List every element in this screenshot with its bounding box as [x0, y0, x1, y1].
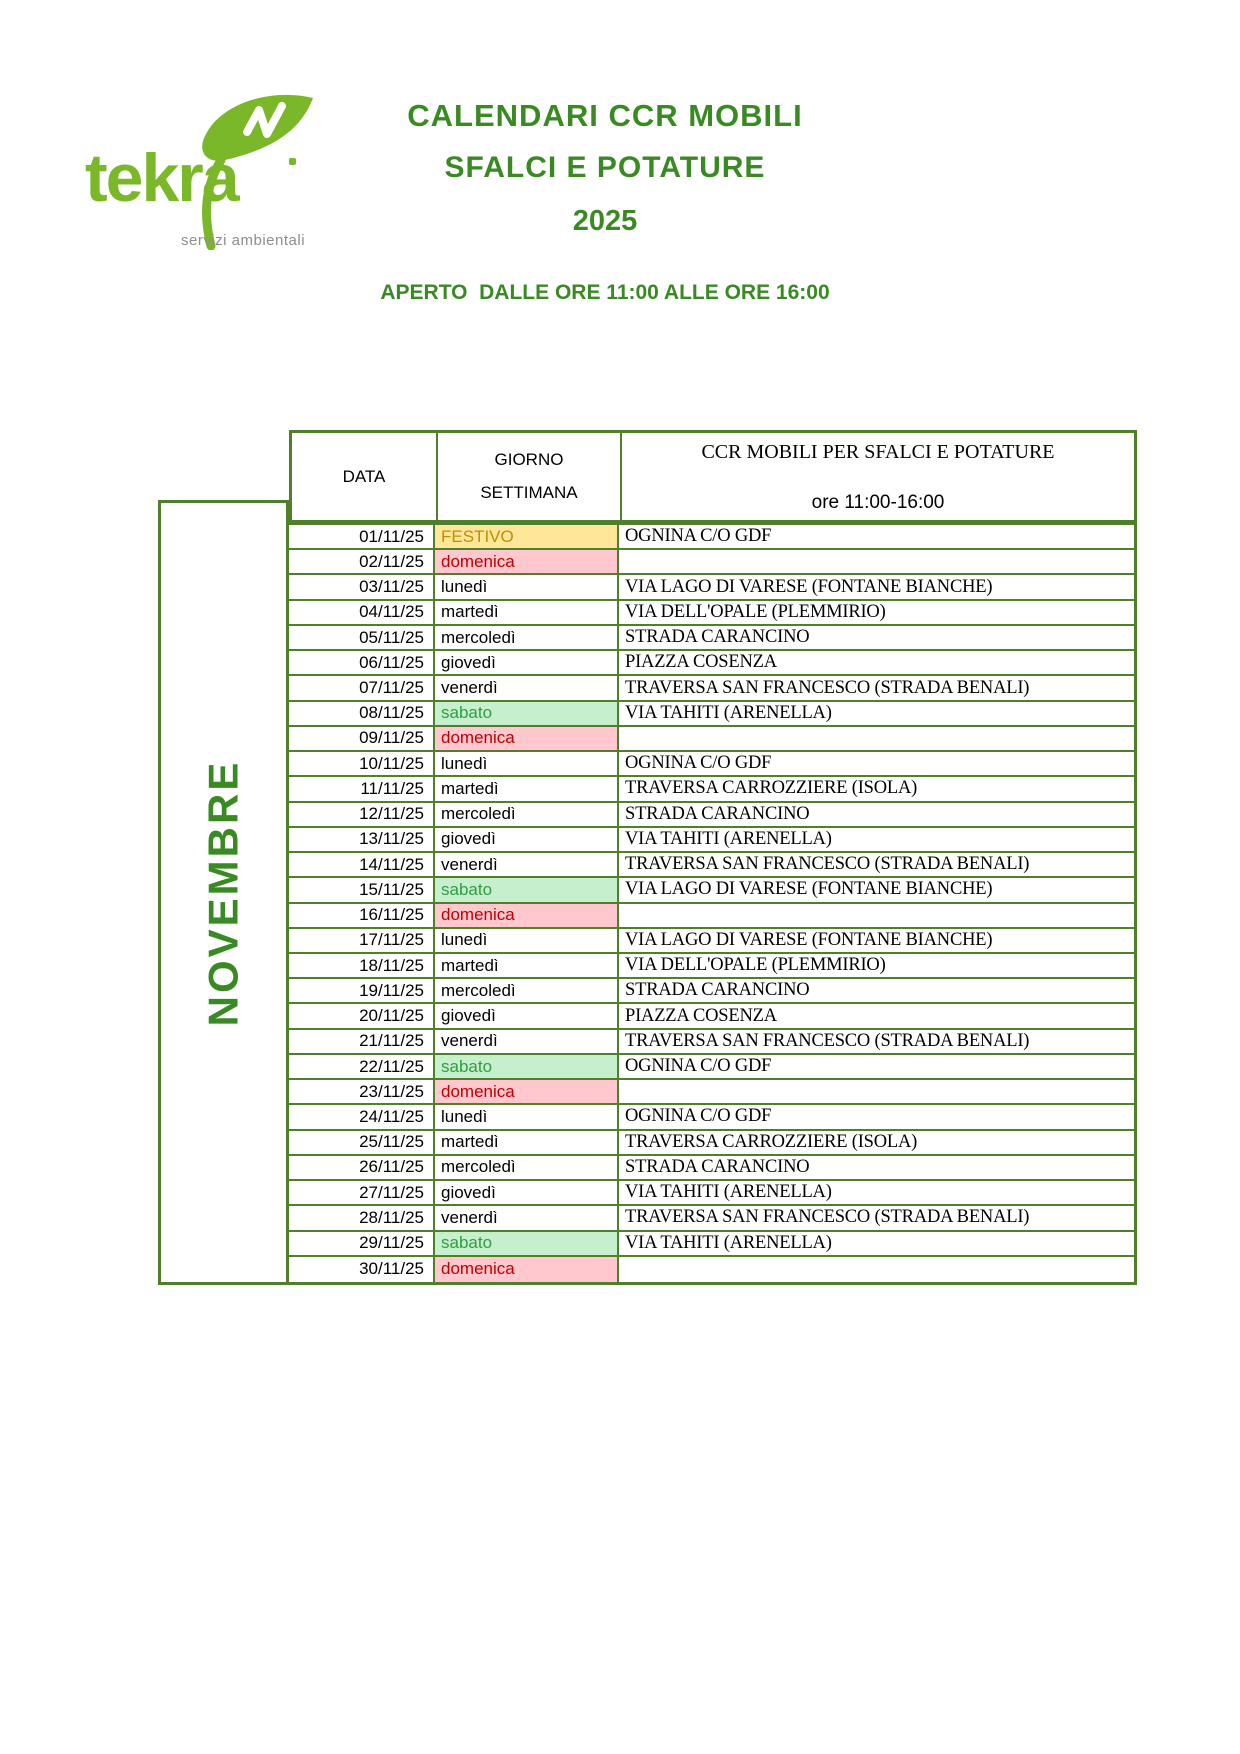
date-cell: 03/11/25: [289, 575, 435, 598]
table-row: [289, 651, 1134, 676]
table-row: [289, 676, 1134, 701]
title-block: [320, 98, 890, 305]
opening-hours: APERTO DALLE ORE 11:00 ALLE ORE 16:00: [380, 281, 830, 304]
day-cell: venerdì: [435, 1030, 619, 1053]
location-cell: OGNINA C/O GDF: [625, 753, 772, 774]
date-cell: 19/11/25: [289, 979, 435, 1002]
location-cell: [619, 1080, 1134, 1103]
date-cell: 17/11/25: [289, 929, 435, 952]
date-cell: 04/11/25: [289, 601, 435, 624]
rows-container: [289, 525, 1137, 1285]
table-row: [289, 702, 1134, 727]
date-cell: 22/11/25: [289, 1055, 435, 1078]
day-cell: lunedì: [435, 929, 619, 952]
page-title-line1: CALENDARI CCR MOBILI: [407, 98, 803, 133]
day-cell: domenica: [435, 727, 619, 750]
table-row: [289, 550, 1134, 575]
location-cell: VIA TAHITI (ARENELLA): [625, 702, 832, 723]
location-cell: VIA DELL'OPALE (PLEMMIRIO): [625, 955, 886, 976]
day-cell: sabato: [435, 1055, 619, 1078]
table-row: [289, 954, 1134, 979]
table-row: [289, 752, 1134, 777]
day-cell: sabato: [435, 702, 619, 725]
month-label: NOVEMBRE: [199, 759, 247, 1026]
tekra-logo: [85, 92, 325, 257]
table-row: [289, 777, 1134, 802]
location-cell: TRAVERSA SAN FRANCESCO (STRADA BENALI): [625, 1030, 1030, 1051]
day-cell: mercoledì: [435, 1156, 619, 1179]
day-cell: FESTIVO: [435, 525, 619, 548]
location-cell: STRADA CARANCINO: [625, 980, 810, 1001]
table-row: [289, 1257, 1134, 1282]
day-cell: martedì: [435, 601, 619, 624]
table-row: [289, 1004, 1134, 1029]
date-cell: 12/11/25: [289, 803, 435, 826]
date-cell: 20/11/25: [289, 1004, 435, 1027]
location-cell: [619, 550, 1134, 573]
day-cell: venerdì: [435, 1206, 619, 1229]
table-row: [289, 575, 1134, 600]
header-ccr: [622, 433, 1134, 520]
day-cell: domenica: [435, 1080, 619, 1103]
date-cell: 27/11/25: [289, 1181, 435, 1204]
header-data: DATA: [292, 433, 438, 520]
date-cell: 28/11/25: [289, 1206, 435, 1229]
table-row: [289, 1232, 1134, 1257]
date-cell: 11/11/25: [289, 777, 435, 800]
day-cell: martedì: [435, 954, 619, 977]
day-cell: lunedì: [435, 1105, 619, 1128]
day-cell: domenica: [435, 904, 619, 927]
brand-text: tekra: [85, 140, 238, 216]
location-cell: VIA TAHITI (ARENELLA): [625, 828, 832, 849]
day-cell: giovedì: [435, 651, 619, 674]
table-row: [289, 525, 1134, 550]
date-cell: 16/11/25: [289, 904, 435, 927]
day-cell: giovedì: [435, 1181, 619, 1204]
header-giorno-settimana: [438, 433, 622, 520]
location-cell: [619, 904, 1134, 927]
page-title-year: 2025: [572, 205, 638, 237]
date-cell: 15/11/25: [289, 878, 435, 901]
location-cell: VIA DELL'OPALE (PLEMMIRIO): [625, 601, 886, 622]
date-cell: 05/11/25: [289, 626, 435, 649]
table-row: [289, 1131, 1134, 1156]
date-cell: 24/11/25: [289, 1105, 435, 1128]
location-cell: TRAVERSA SAN FRANCESCO (STRADA BENALI): [625, 854, 1030, 875]
date-cell: 09/11/25: [289, 727, 435, 750]
location-cell: TRAVERSA SAN FRANCESCO (STRADA BENALI): [625, 677, 1030, 698]
date-cell: 23/11/25: [289, 1080, 435, 1103]
table-row: [289, 1156, 1134, 1181]
day-cell: domenica: [435, 1257, 619, 1282]
month-cell: [158, 500, 289, 1285]
location-cell: TRAVERSA CARROZZIERE (ISOLA): [625, 1131, 918, 1152]
location-cell: TRAVERSA SAN FRANCESCO (STRADA BENALI): [625, 1207, 1030, 1228]
date-cell: 29/11/25: [289, 1232, 435, 1255]
day-cell: mercoledì: [435, 803, 619, 826]
table-row: [289, 1105, 1134, 1130]
table-row: [289, 904, 1134, 929]
day-cell: lunedì: [435, 752, 619, 775]
location-cell: [619, 727, 1134, 750]
table-row: [289, 1055, 1134, 1080]
day-cell: sabato: [435, 1232, 619, 1255]
location-cell: STRADA CARANCINO: [625, 803, 810, 824]
table-row: [289, 878, 1134, 903]
location-cell: VIA TAHITI (ARENELLA): [625, 1182, 832, 1203]
location-cell: [619, 1257, 1134, 1282]
table-row: [289, 828, 1134, 853]
header-giorno-line2: SETTIMANA: [480, 482, 578, 502]
location-cell: VIA TAHITI (ARENELLA): [625, 1232, 832, 1253]
table-row: [289, 626, 1134, 651]
location-cell: TRAVERSA CARROZZIERE (ISOLA): [625, 778, 918, 799]
table-row: [289, 1080, 1134, 1105]
page-title-line2: SFALCI E POTATURE: [444, 151, 766, 184]
date-cell: 25/11/25: [289, 1131, 435, 1154]
table-row: [289, 803, 1134, 828]
logo-tagline: servizi ambientali: [181, 232, 306, 249]
date-cell: 10/11/25: [289, 752, 435, 775]
location-cell: PIAZZA COSENZA: [625, 1005, 777, 1026]
header-ccr-hours: ore 11:00-16:00: [811, 492, 945, 513]
header-giorno-line1: GIORNO: [494, 450, 564, 470]
table-row: [289, 601, 1134, 626]
day-cell: mercoledì: [435, 626, 619, 649]
trademark-dot: [289, 158, 296, 165]
date-cell: 13/11/25: [289, 828, 435, 851]
table-row: [289, 1030, 1134, 1055]
location-cell: OGNINA C/O GDF: [625, 526, 772, 547]
location-cell: STRADA CARANCINO: [625, 627, 810, 648]
day-cell: martedì: [435, 777, 619, 800]
date-cell: 14/11/25: [289, 853, 435, 876]
location-cell: VIA LAGO DI VARESE (FONTANE BIANCHE): [625, 879, 993, 900]
day-cell: domenica: [435, 550, 619, 573]
table-row: [289, 727, 1134, 752]
date-cell: 26/11/25: [289, 1156, 435, 1179]
location-cell: STRADA CARANCINO: [625, 1156, 810, 1177]
table-row: [289, 853, 1134, 878]
date-cell: 18/11/25: [289, 954, 435, 977]
date-cell: 21/11/25: [289, 1030, 435, 1053]
location-cell: VIA LAGO DI VARESE (FONTANE BIANCHE): [625, 929, 993, 950]
date-cell: 01/11/25: [289, 525, 435, 548]
location-cell: OGNINA C/O GDF: [625, 1106, 772, 1127]
day-cell: venerdì: [435, 676, 619, 699]
table-header: [289, 430, 1137, 525]
day-cell: venerdì: [435, 853, 619, 876]
day-cell: martedì: [435, 1131, 619, 1154]
header-ccr-title: CCR MOBILI PER SFALCI E POTATURE: [701, 441, 1055, 463]
table-row: [289, 929, 1134, 954]
date-cell: 07/11/25: [289, 676, 435, 699]
day-cell: mercoledì: [435, 979, 619, 1002]
location-cell: PIAZZA COSENZA: [625, 652, 777, 673]
date-cell: 08/11/25: [289, 702, 435, 725]
date-cell: 02/11/25: [289, 550, 435, 573]
location-cell: VIA LAGO DI VARESE (FONTANE BIANCHE): [625, 576, 993, 597]
date-cell: 06/11/25: [289, 651, 435, 674]
table-row: [289, 1206, 1134, 1231]
day-cell: lunedì: [435, 575, 619, 598]
day-cell: giovedì: [435, 828, 619, 851]
day-cell: giovedì: [435, 1004, 619, 1027]
table-row: [289, 979, 1134, 1004]
table-row: [289, 1181, 1134, 1206]
date-cell: 30/11/25: [289, 1257, 435, 1282]
day-cell: sabato: [435, 878, 619, 901]
location-cell: OGNINA C/O GDF: [625, 1056, 772, 1076]
